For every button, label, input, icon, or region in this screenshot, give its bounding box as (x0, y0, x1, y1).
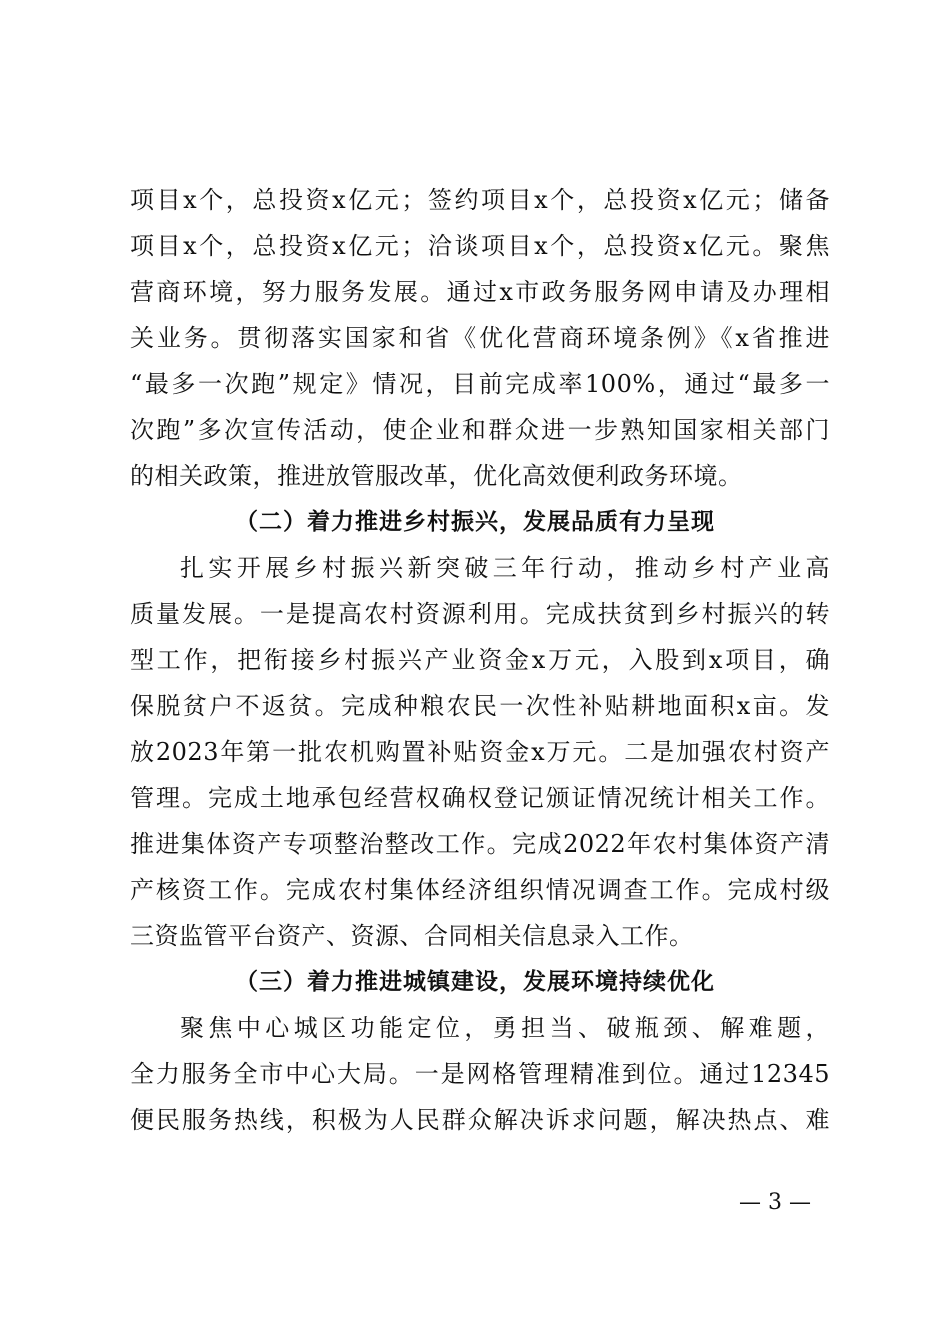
section-heading-2: （二）着力推进乡村振兴，发展品质有力呈现 (235, 509, 715, 535)
paragraph-line: 的相关政策，推进放管服改革，优化高效便利政务环境。 (130, 462, 743, 490)
paragraph-line: 聚焦中心城区功能定位，勇担当、破瓶颈、解难题， (180, 1014, 830, 1042)
paragraph-line: 放2023年第一批农机购置补贴资金x万元。二是加强农村资产 (130, 738, 830, 766)
paragraph-line: 项目x个，总投资x亿元；洽谈项目x个，总投资x亿元。聚焦 (130, 232, 830, 260)
paragraph-line: 型工作，把衔接乡村振兴产业资金x万元，入股到x项目，确 (130, 646, 830, 674)
section-heading-3: （三）着力推进城镇建设，发展环境持续优化 (235, 969, 715, 995)
paragraph-line: 营商环境，努力服务发展。通过x市政务服务网申请及办理相 (130, 278, 830, 306)
paragraph-line: 项目x个，总投资x亿元；签约项目x个，总投资x亿元；储备 (130, 186, 830, 214)
paragraph-line: 次跑”多次宣传活动，使企业和群众进一步熟知国家相关部门 (130, 416, 830, 444)
paragraph-line: 质量发展。一是提高农村资源利用。完成扶贫到乡村振兴的转 (130, 600, 830, 628)
paragraph-line: 推进集体资产专项整治整改工作。完成2022年农村集体资产清 (130, 830, 830, 858)
paragraph-line: 产核资工作。完成农村集体经济组织情况调查工作。完成村级 (130, 876, 830, 904)
paragraph-line: 三资监管平台资产、资源、合同相关信息录入工作。 (130, 922, 694, 950)
page-number: — 3 — (739, 1190, 811, 1215)
paragraph-line: 管理。完成土地承包经营权确权登记颁证情况统计相关工作。 (130, 784, 830, 812)
paragraph-line: “最多一次跑”规定》情况，目前完成率100%，通过“最多一 (130, 370, 830, 398)
paragraph-line: 关业务。贯彻落实国家和省《优化营商环境条例》《x省推进 (130, 324, 830, 352)
paragraph-line: 便民服务热线，积极为人民群众解决诉求问题，解决热点、难 (130, 1106, 830, 1134)
paragraph-line: 扎实开展乡村振兴新突破三年行动，推动乡村产业高 (180, 554, 830, 582)
paragraph-line: 保脱贫户不返贫。完成种粮农民一次性补贴耕地面积x亩。发 (130, 692, 830, 720)
paragraph-line: 全力服务全市中心大局。一是网格管理精准到位。通过12345 (130, 1060, 830, 1088)
